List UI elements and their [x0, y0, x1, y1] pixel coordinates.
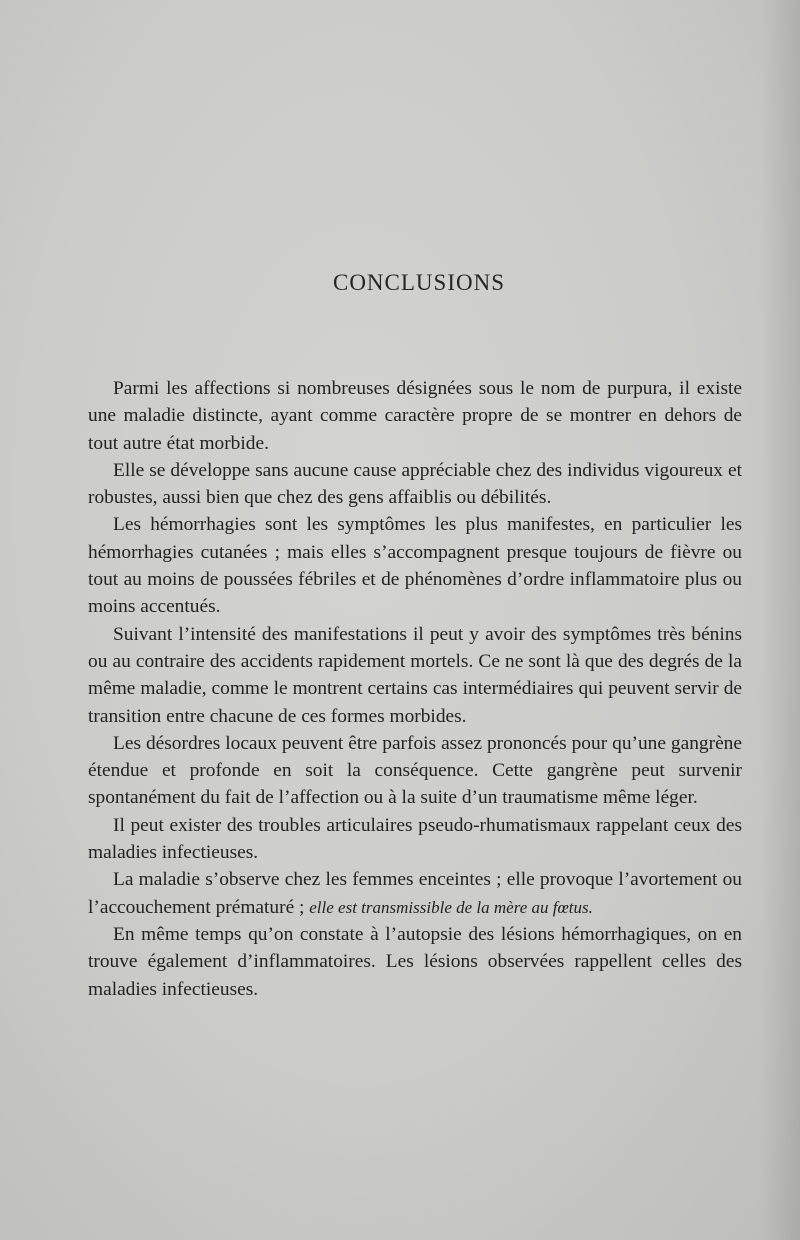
paragraph: Les hémorrhagies sont les symptômes les plus manifestes, en particulier les hémorrhagies cutanées ; mais elles s’accompagnent presque toujours de fièvre ou tout au moins de poussées fébriles et de phénomènes d’ordre inflammatoire plus ou moins accentués.: [88, 514, 742, 618]
paragraph: Suivant l’intensité des manifestations il peut y avoir des symptômes très bénins ou au contraire des accidents rapidement mortels. Ce ne sont là que des degrés de la même maladie, comme le montrent certains cas intermédiaires qui peuvent servir de transition entre chacune de ces formes morbides.: [88, 623, 742, 727]
paragraph: Les désordres locaux peuvent être parfois assez prononcés pour qu’une gangrène étendue et profonde en soit la conséquence. Cette gangrène peut survenir spontanément du fait de l’affection ou à la suite d’un traumatisme même léger.: [88, 732, 742, 809]
paragraph: En même temps qu’on constate à l’autopsie des lésions hémorrhagiques, on en trouve également d’inflammatoires. Les lésions observées rappellent celles des maladies infectieuses.: [88, 923, 742, 1000]
paragraph: Parmi les affections si nombreuses désignées sous le nom de purpura, il existe une maladie distincte, ayant comme caractère propre de se montrer en dehors de tout autre état morbide.: [88, 378, 742, 454]
page-title: CONCLUSIONS: [332, 270, 506, 295]
italic-statement: elle est transmissible de la mère au fœtus.: [309, 897, 593, 917]
paragraph: [88, 866, 742, 921]
paragraph: Elle se développe sans aucune cause appréciable chez des individus vigoureux et robustes, aussi bien que chez des gens affaiblis ou débilités.: [88, 459, 742, 509]
paragraph: Il peut exister des troubles articulaires pseudo-rhumatismaux rappelant ceux des maladies infectieuses.: [88, 814, 742, 864]
paragraph-text: La maladie s’observe chez les femmes enceintes ; elle provoque l’avortement ou l’accouchement prématuré ;: [88, 869, 742, 918]
conclusions-body: [88, 375, 742, 1003]
